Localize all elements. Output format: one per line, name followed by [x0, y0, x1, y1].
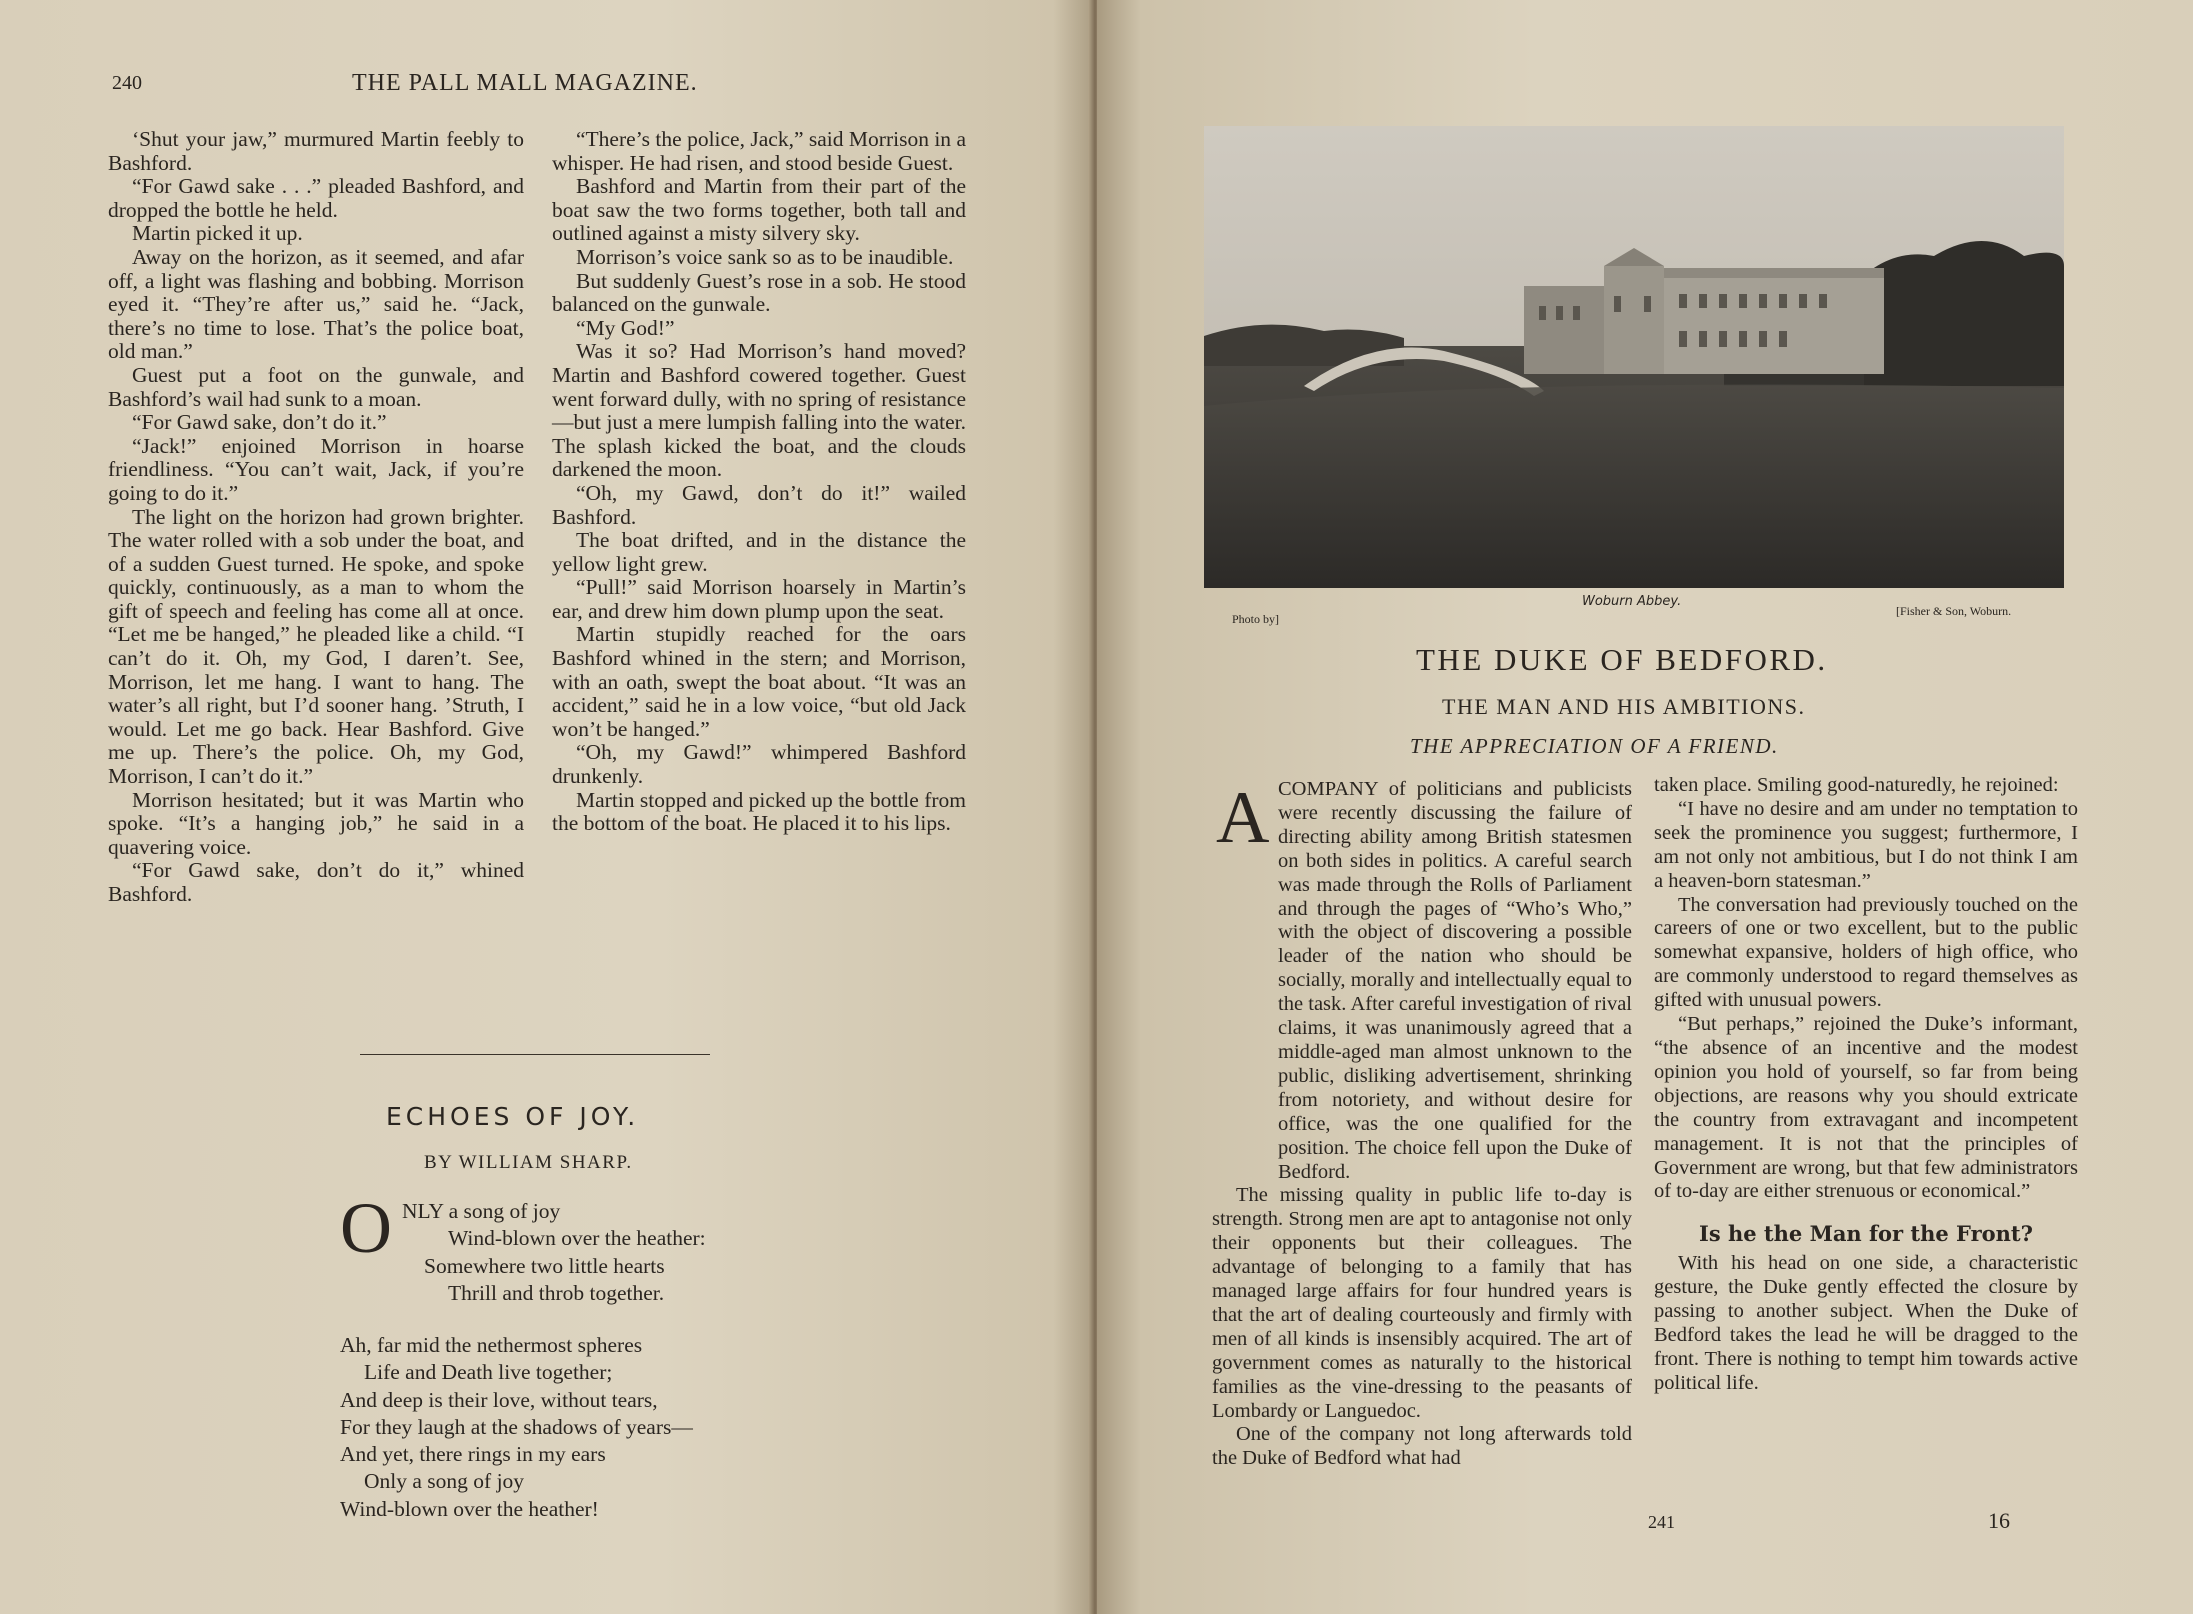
- paragraph: “Jack!” enjoined Morrison in hoarse friendliness. “You can’t wait, Jack, if you’re going to do it.”: [108, 433, 524, 505]
- photo-credit-right: [Fisher & Son, Woburn.: [1896, 604, 2012, 618]
- paragraph: “For Gawd sake, don’t do it,” whined Bashford.: [108, 858, 524, 906]
- poem-stanza-1: [400, 1198, 706, 1307]
- poem-line: NLY a song of joy: [402, 1199, 561, 1223]
- paragraph: Away on the horizon, as it seemed, and afar off, a light was flashing and bobbing. Morrison eyed it. “They’re after us,” said he. “Jack, there’s no time to lose. That’s the police boat, old man.”: [108, 244, 524, 364]
- paragraph: Morrison hesitated; but it was Martin who spoke. “It’s a hanging job,” he said in a quavering voice.: [108, 787, 524, 859]
- paragraph: Martin stupidly reached for the oars Bashford whined in the stern; and Morrison, with an oath, swept the boat about. “It was an accident,” said he in a low voice, “but old Jack won’t be hanged.”: [552, 622, 966, 741]
- poem-line: For they laugh at the shadows of years—: [340, 1414, 693, 1439]
- article-column-2: [1654, 774, 2078, 1396]
- drop-cap: O: [340, 1188, 392, 1268]
- paragraph: But suddenly Guest’s rose in a sob. He stood balanced on the gunwale.: [552, 268, 966, 317]
- paragraph: ‘Shut your jaw,” murmured Martin feebly to Bashford.: [108, 127, 524, 175]
- article-subtitle: THE MAN AND HIS AMBITIONS.: [1442, 694, 1806, 719]
- paragraph: “I have no desire and am under no temptation to seek the prominence you suggest; furthermore, I am not only not ambitious, but I do not think I am a heaven-born statesman.”: [1654, 797, 2078, 892]
- poem-stanza-2: [340, 1332, 693, 1523]
- poem-line: Only a song of joy: [364, 1469, 525, 1494]
- poem-line: Life and Death live together;: [364, 1360, 613, 1385]
- paragraph: “There’s the police, Jack,” said Morrison in a whisper. He had risen, and stood beside Guest.: [552, 127, 966, 175]
- poem-line: And deep is their love, without tears,: [340, 1387, 658, 1412]
- story-column-1: [108, 128, 524, 907]
- running-head: THE PALL MALL MAGAZINE.: [352, 70, 698, 96]
- section-subheading: Is he the Man for the Front?: [1699, 1221, 2033, 1247]
- article-title: THE DUKE OF BEDFORD.: [1416, 642, 1828, 677]
- drop-cap: A: [1216, 777, 1270, 859]
- poem-byline: BY WILLIAM SHARP.: [424, 1152, 633, 1173]
- paragraph: “My God!”: [576, 315, 675, 340]
- paragraph: “For Gawd sake . . .” pleaded Bashford, and dropped the bottle he held.: [108, 174, 524, 222]
- article-column-1: [1212, 778, 1632, 1471]
- paragraph: The conversation had previously touched on the careers of one or two excellent, but to the public somewhat expansive, holders of high office, who are commonly understood to regard themselves as gifted with unusual powers.: [1654, 893, 2078, 1012]
- paragraph: The missing quality in public life to-day is strength. Strong men are apt to antagonise not only their opponents but their colleagues. The advantage of belonging to a family that has managed large affairs for four hundred years is that the art of dealing courteously and firmly with men of all kinds is insensibly acquired. The art of government comes as naturally to the historical families as the vine-dressing to the peasants of Lombardy or Languedoc.: [1212, 1184, 1632, 1422]
- paragraph: “For Gawd sake, don’t do it.”: [132, 410, 387, 435]
- page-number-right: 241: [1648, 1512, 1675, 1532]
- signature-mark: 16: [1988, 1508, 2010, 1533]
- poem-title: ECHOES OF JOY.: [386, 1102, 640, 1131]
- poem-line: Wind-blown over the heather:: [448, 1226, 706, 1251]
- paragraph: Was it so? Had Morrison’s hand moved? Martin and Bashford cowered together. Guest went forward dully, with no spring of resistance—but just a mere lumpish falling into the water. The splash kicked the boat, and the clouds darkened the moon.: [552, 339, 966, 482]
- poem-line: Ah, far mid the nethermost spheres: [340, 1333, 643, 1357]
- paragraph: Martin stopped and picked up the bottle from the bottom of the boat. He placed it to his lips.: [552, 787, 966, 836]
- paragraph: “Oh, my Gawd!” whimpered Bashford drunkenly.: [552, 740, 966, 789]
- page-number-left: 240: [112, 72, 142, 94]
- article-subtitle-2: THE APPRECIATION OF A FRIEND.: [1410, 734, 1779, 758]
- paragraph: “Oh, my Gawd, don’t do it!” wailed Bashford.: [552, 480, 966, 529]
- section-divider: [360, 1054, 710, 1055]
- photo-credit-left: Photo by]: [1232, 612, 1280, 626]
- photo-caption: Woburn Abbey.: [1582, 594, 1682, 609]
- paragraph: Morrison’s voice sank so as to be inaudible.: [576, 244, 954, 269]
- paragraph: Guest put a foot on the gunwale, and Bashford’s wail had sunk to a moan.: [108, 362, 524, 411]
- poem-line: Thrill and throb together.: [448, 1280, 665, 1305]
- paragraph: The light on the horizon had grown brighter. The water rolled with a sob under the boat, and of a sudden Guest turned. He spoke, and spoke quickly, continuously, as a man to whom the gift of speech and feeling has come all at once. “Let me be hanged,” he pleaded like a child. “I can’t do it. Oh, my God, I daren’t. See, Morrison, let me hang. I want to hang. The water’s all right, but I’d sooner hang. ’Struth, I would. Let me go back. Hear Bashford. Give me up. There’s the police. Oh, my God, Morrison, I can’t do it.”: [108, 504, 524, 789]
- paragraph: With his head on one side, a characteristic gesture, the Duke gently effected the closure by passing to another subject. When the Duke of Bedford takes the lead he will be dragged to the front. There is nothing to tempt him towards active political life.: [1654, 1252, 2078, 1394]
- paragraph: COMPANY of politicians and publicists were recently discussing the failure of directing ability among British statesmen on both sides in politics. A careful search was made through the Rolls of Parliament and through the pages of “Who’s Who,” with the object of discovering a possible leader of the nation who should be socially, morally and intellectually equal to the task. After careful investigation of rival claims, it was unanimously agreed that a middle-aged man almost unknown to the public, disliking advertisement, shrinking from notoriety, and without desire for office, was the one qualified for the position. The choice fell upon the Duke of Bedford.: [1278, 778, 1632, 1183]
- paragraph: “But perhaps,” rejoined the Duke’s informant, “the absence of an incentive and the modest opinion you hold of yourself, so far from being objections, are reasons why you should extricate the country from extravagant and incompetent management. It is not that the principles of Government are wrong, but that few administrators of to-day are either strenuous or economical.”: [1654, 1013, 2078, 1203]
- paragraph: Bashford and Martin from their part of the boat saw the two forms together, both tall and outlined against a misty silvery sky.: [552, 174, 966, 246]
- story-column-2: [552, 128, 966, 836]
- paragraph: Martin picked it up.: [132, 221, 303, 246]
- paragraph: One of the company not long afterwards told the Duke of Bedford what had: [1212, 1423, 1632, 1470]
- poem-line: And yet, there rings in my ears: [340, 1442, 606, 1467]
- paragraph: taken place. Smiling good-naturedly, he rejoined:: [1654, 774, 2059, 796]
- paragraph: The boat drifted, and in the distance the yellow light grew.: [552, 528, 966, 576]
- paragraph: “Pull!” said Morrison hoarsely in Martin’s ear, and drew him down plump upon the seat.: [552, 575, 966, 623]
- poem-line: Somewhere two little hearts: [424, 1253, 665, 1278]
- poem-line: Wind-blown over the heather!: [340, 1496, 599, 1521]
- woburn-abbey-photo: [1204, 126, 2064, 588]
